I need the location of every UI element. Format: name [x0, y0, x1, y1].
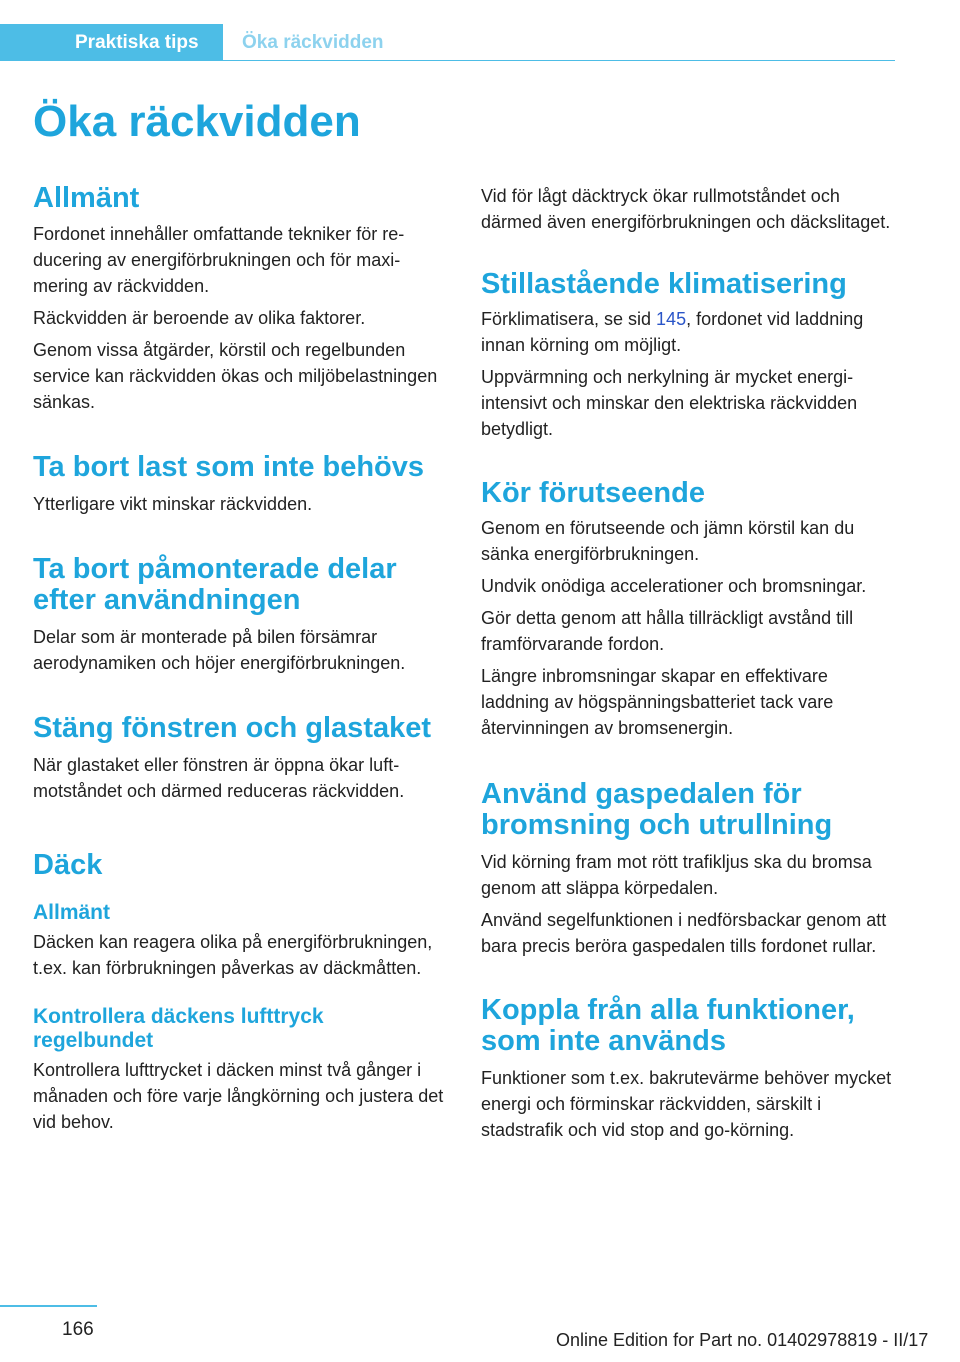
- paragraph: Däcken kan reagera olika på energiförbrukningen, t.ex. kan förbrukningen påverkas av däckmåtten.: [33, 932, 433, 978]
- text: , fordonet vid laddning innan körning om möjligt.: [481, 309, 864, 355]
- paragraph: Vid körning fram mot rött trafikljus ska du bromsa genom att släppa körpedalen.: [481, 852, 872, 898]
- page-number: 166: [62, 1319, 94, 1340]
- paragraph: Fordonet innehåller omfattande tekniker för reducering av energiförbrukningen och för maximering av räckvidden.: [33, 224, 405, 296]
- header-section-tab[interactable]: Praktiska tips: [0, 24, 223, 61]
- paragraph: Använd segelfunktionen i nedförsbackar genom att bara precis beröra gaspedalen tills fordonet rullar.: [481, 910, 887, 956]
- page-reference-link[interactable]: 145: [656, 309, 687, 329]
- paragraph: Räckvidden är beroende av olika faktorer.: [33, 308, 366, 328]
- paragraph: Vid för lågt däcktryck ökar rullmotståndet och därmed även energiförbrukningen och däckslitaget.: [481, 186, 891, 232]
- heading-switch-off-functions: Koppla från alla funktioner, som inte används: [481, 994, 855, 1057]
- footer-divider: [0, 1305, 97, 1307]
- paragraph: Ytterligare vikt minskar räckvidden.: [33, 494, 313, 514]
- heading-tires: Däck: [33, 849, 103, 881]
- paragraph: Gör detta genom att hålla tillräckligt avstånd till framförvarande fordon.: [481, 608, 854, 654]
- subheading-tires-general: Allmänt: [33, 901, 111, 924]
- paragraph: Delar som är monterade på bilen försämrar aerodynamiken och höjer energiförbrukningen.: [33, 627, 406, 673]
- paragraph: Längre inbromsningar skapar en effektivare laddning av högspänningsbatteriet tack vare återvinningen av bromsenergin.: [481, 666, 834, 738]
- paragraph: Undvik onödiga accelerationer och bromsningar.: [481, 576, 867, 596]
- paragraph: Genom vissa åtgärder, körstil och regelbunden service kan räckvidden ökas och miljöbelastningen sänkas.: [33, 340, 438, 412]
- page-title: Öka räckvidden: [33, 97, 361, 146]
- paragraph: Uppvärmning och nerkylning är mycket energiintensivt och minskar den elektriska räckvidden betydligt.: [481, 367, 858, 439]
- header-divider: [223, 60, 895, 61]
- subheading-tire-pressure: Kontrollera däckens lufttryck regelbundet: [33, 1005, 324, 1052]
- heading-accelerator: Använd gaspedalen för bromsning och utrullning: [481, 778, 833, 841]
- right-column: [481, 183, 895, 1149]
- running-header: [0, 24, 895, 61]
- paragraph: [481, 306, 895, 358]
- heading-remove-load: Ta bort last som inte behövs: [33, 451, 425, 483]
- left-column: [33, 183, 447, 1141]
- heading-climate: Stillastående klimatisering: [481, 268, 847, 300]
- paragraph: Genom en förutseende och jämn körstil kan du sänka energiförbrukningen.: [481, 518, 855, 564]
- heading-allmant: Allmänt: [33, 182, 140, 214]
- heading-anticipatory-driving: Kör förutseende: [481, 477, 705, 509]
- edition-note: Online Edition for Part no. 01402978819 - II/17: [556, 1330, 929, 1350]
- heading-remove-parts: Ta bort påmonterade delar efter användningen: [33, 553, 397, 616]
- text: Förklimatisera, se sid: [481, 309, 657, 329]
- paragraph: Kontrollera lufttrycket i däcken minst två gånger i månaden och före varje långkörning och justera det vid behov.: [33, 1060, 444, 1132]
- heading-close-windows: Stäng fönstren och glastaket: [33, 712, 432, 744]
- header-chapter-tab[interactable]: Öka räckvidden: [242, 32, 384, 53]
- paragraph: Funktioner som t.ex. bakrutevärme behöver mycket energi och förminskar räckvidden, särskilt i stadstrafik och vid stop and go-körning.: [481, 1068, 892, 1140]
- paragraph: När glastaket eller fönstren är öppna ökar luftmotståndet och därmed reduceras räckvidden.: [33, 755, 405, 801]
